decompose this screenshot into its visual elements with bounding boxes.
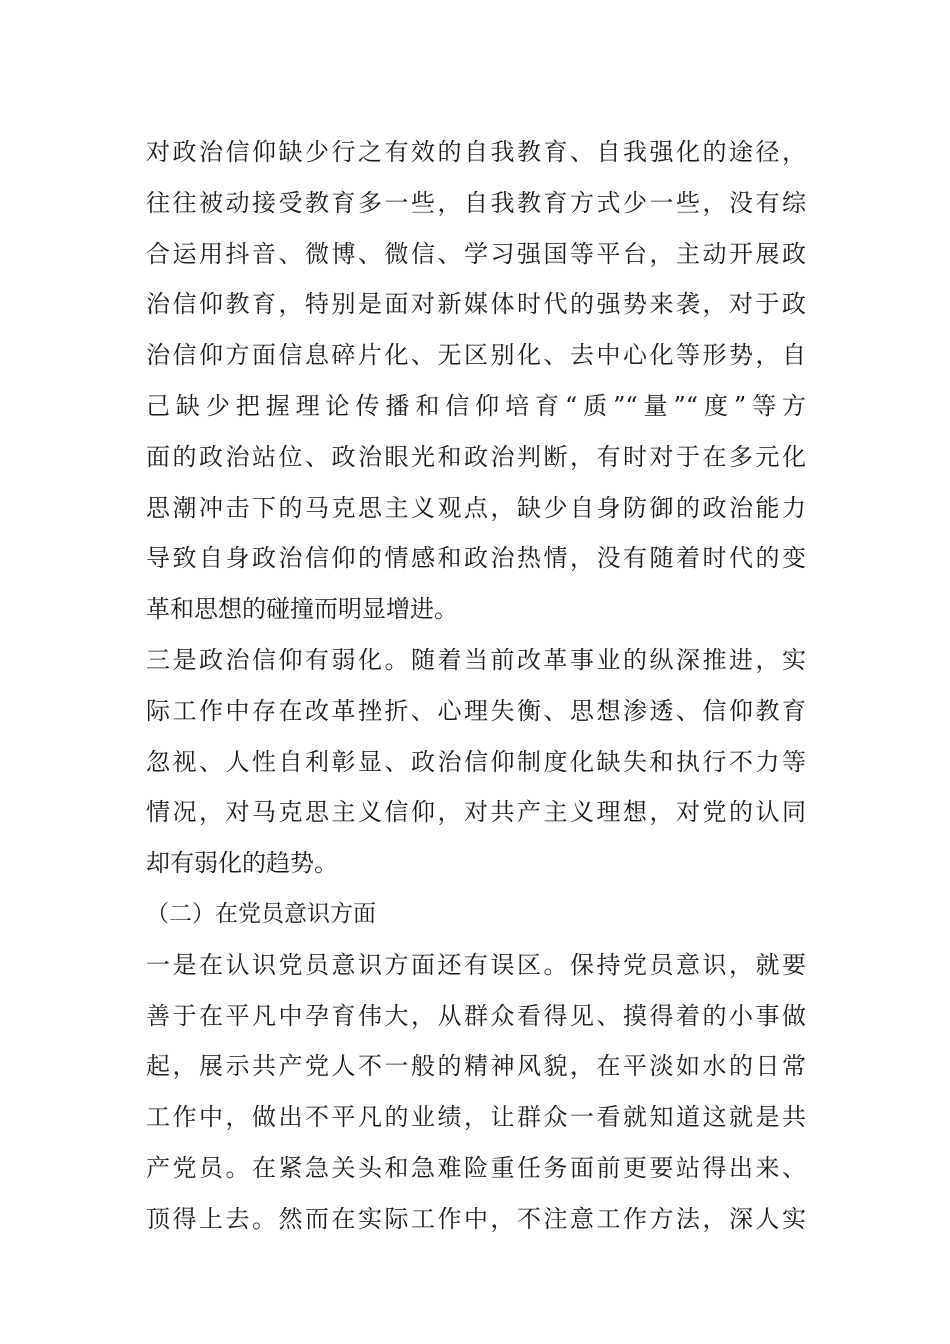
text-line: 际工作中存在改革挫折、心理失衡、思想渗透、信仰教育 (146, 696, 806, 725)
text-line: 革和思想的碰撞而明显增进。 (146, 595, 458, 624)
text-line: 起，展示共产党人不一般的精神风貌，在平淡如水的日常 (146, 1052, 806, 1081)
text-line: 忽视、人性自利彰显、政治信仰制度化缺失和执行不力等 (146, 747, 806, 776)
text-line: 往往被动接受教育多一些，自我教育方式少一些，没有综 (146, 188, 806, 217)
text-line: 导致自身政治信仰的情感和政治热情，没有随着时代的变 (146, 544, 806, 573)
text-line: 顶得上去。然而在实际工作中，不注意工作方法，深人实 (146, 1204, 806, 1233)
document-body (146, 127, 806, 1245)
text-line: 工作中，做出不平凡的业绩，让群众一看就知道这就是共 (146, 1103, 806, 1132)
text-line: 对政治信仰缺少行之有效的自我教育、自我强化的途径， (146, 138, 806, 166)
text-line: 善于在平凡中孕育伟大，从群众看得见、摸得着的小事做 (146, 1001, 806, 1030)
text-line: 产党员。在紧急关头和急难险重任务面前更要站得出来、 (146, 1153, 806, 1182)
text-line: 治信仰方面信息碎片化、无区别化、去中心化等形势，自 (146, 341, 806, 370)
text-line: 情况，对马克思主义信仰，对共产主义理想，对党的认同 (146, 798, 806, 827)
text-line: 一是在认识党员意识方面还有误区。保持党员意识，就要 (146, 950, 806, 979)
text-line: 思潮冲击下的马克思主义观点，缺少自身防御的政治能力 (146, 493, 806, 522)
text-line: 却有弱化的趋势。 (146, 849, 338, 878)
text-line: 治信仰教育，特别是面对新媒体时代的强势来袭，对于政 (146, 290, 806, 319)
text-line: 己缺少把握理论传播和信仰培育“质”“量”“度”等方 (146, 391, 806, 420)
section-heading: （二）在党员意识方面 (146, 900, 376, 927)
text-line: 三是政治信仰有弱化。随着当前改革事业的纵深推进，实 (146, 645, 806, 674)
text-line: 面的政治站位、政治眼光和政治判断，有时对于在多元化 (146, 442, 806, 471)
text-line: 合运用抖音、微博、微信、学习强国等平台，主动开展政 (146, 239, 806, 268)
